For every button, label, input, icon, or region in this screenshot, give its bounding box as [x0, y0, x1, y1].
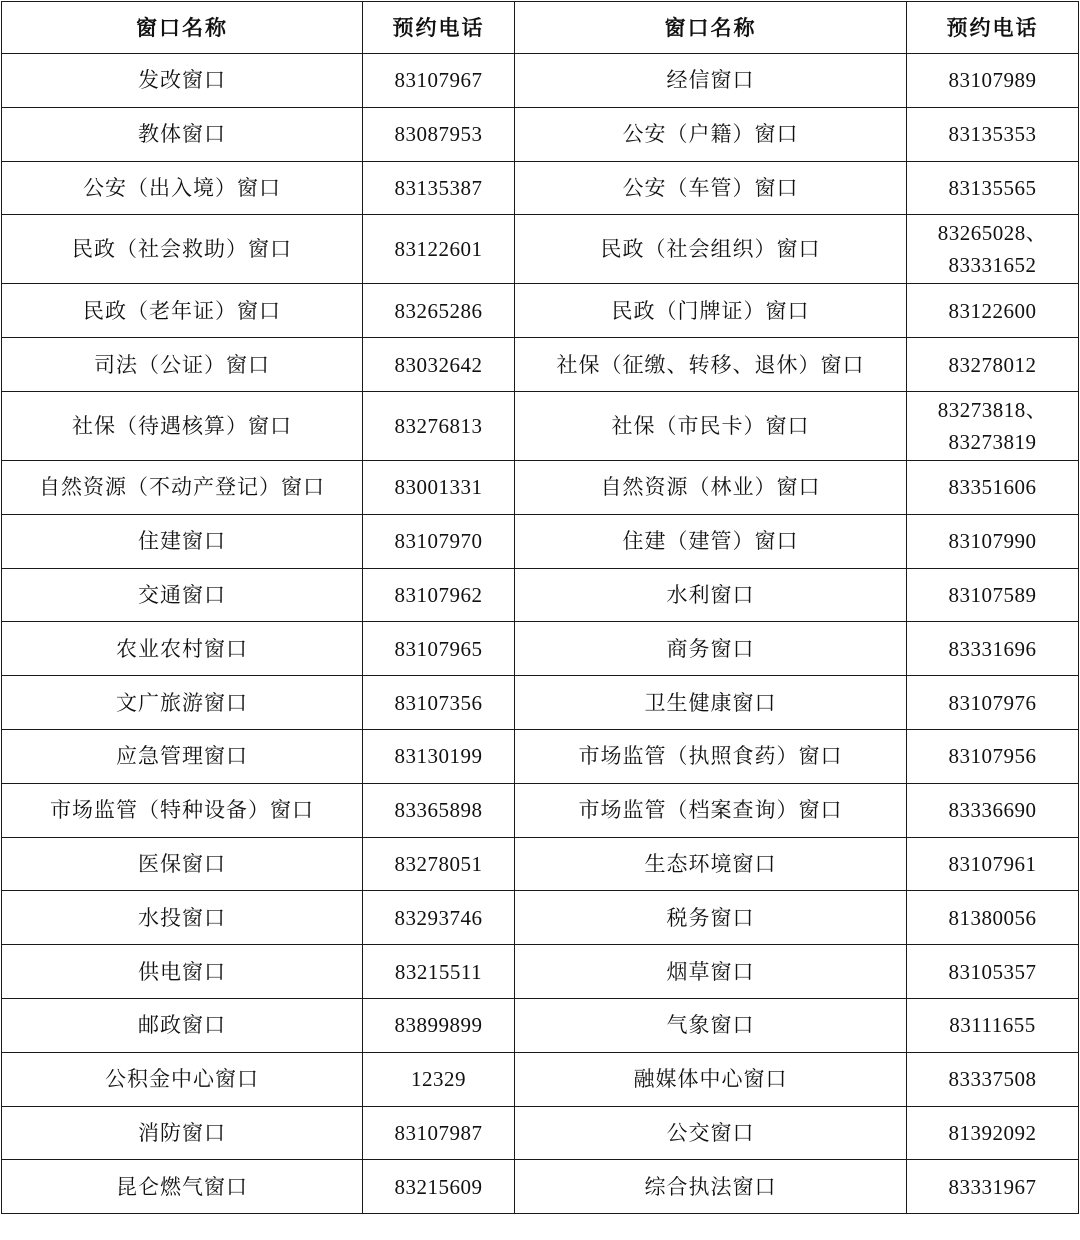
phone-cell-left: [363, 391, 515, 460]
window-name-right: 公交窗口: [515, 1106, 907, 1160]
table-row: [2, 215, 1079, 284]
phone-number: 83331696: [948, 636, 1037, 661]
phone-cell-left: [363, 161, 515, 215]
window-name-left: 邮政窗口: [2, 998, 363, 1052]
phone-number: 81392092: [948, 1120, 1037, 1145]
window-name-right: 社保（市民卡）窗口: [515, 391, 907, 460]
window-name-left: 昆仑燃气窗口: [2, 1160, 363, 1214]
window-name-left: 交通窗口: [2, 568, 363, 622]
window-name-right: 民政（门牌证）窗口: [515, 284, 907, 338]
header-window-name-right: 窗口名称: [515, 2, 907, 54]
phone-number: 83107965: [394, 636, 483, 661]
phone-number: 83278051: [394, 851, 483, 876]
phone-number: 83107589: [948, 582, 1037, 607]
window-name-left: 公安（出入境）窗口: [2, 161, 363, 215]
window-name-left: 医保窗口: [2, 837, 363, 891]
phone-cell-right: [907, 215, 1079, 284]
phone-cell-right: [907, 568, 1079, 622]
phone-number: 83215609: [394, 1174, 483, 1199]
phone-cell-right: [907, 1106, 1079, 1160]
phone-number: 83293746: [394, 905, 483, 930]
table-row: [2, 1160, 1079, 1214]
phone-number: 81380056: [948, 905, 1037, 930]
phone-cell-left: [363, 837, 515, 891]
phone-cell-left: [363, 729, 515, 783]
phone-number: 83331967: [948, 1174, 1037, 1199]
phone-cell-right: [907, 676, 1079, 730]
phone-number: 83331652: [948, 253, 1037, 278]
phone-cell-left: [363, 676, 515, 730]
phone-number: 83107970: [394, 529, 483, 554]
table-row: [2, 161, 1079, 215]
window-name-left: 司法（公证）窗口: [2, 338, 363, 392]
window-name-right: 民政（社会组织）窗口: [515, 215, 907, 284]
phone-number: 83001331: [394, 475, 483, 500]
phone-cell-right: [907, 1160, 1079, 1214]
phone-cell-left: [363, 891, 515, 945]
phone-number: 12329: [411, 1067, 466, 1092]
window-name-left: 自然资源（不动产登记）窗口: [2, 460, 363, 514]
phone-cell-right: [907, 1052, 1079, 1106]
phone-cell-right: [907, 891, 1079, 945]
phone-number: 83130199: [394, 744, 483, 769]
phone-cell-left: [363, 1160, 515, 1214]
phone-cell-right: [907, 729, 1079, 783]
header-phone-left: 预约电话: [363, 2, 515, 54]
phone-cell-right: [907, 998, 1079, 1052]
phone-number: 83111655: [949, 1013, 1036, 1038]
window-name-right: 商务窗口: [515, 622, 907, 676]
phone-cell-right: [907, 284, 1079, 338]
window-name-right: 市场监管（档案查询）窗口: [515, 783, 907, 837]
phone-cell-right: [907, 54, 1079, 108]
phone-number: 83107956: [948, 744, 1037, 769]
window-name-left: 教体窗口: [2, 107, 363, 161]
table-row: [2, 391, 1079, 460]
phone-cell-right: [907, 161, 1079, 215]
phone-cell-right: [907, 338, 1079, 392]
window-name-left: 供电窗口: [2, 945, 363, 999]
table-row: [2, 338, 1079, 392]
phone-cell-left: [363, 215, 515, 284]
phone-number: 83265028、: [937, 221, 1048, 246]
phone-number: 83107989: [948, 68, 1037, 93]
table-row: [2, 460, 1079, 514]
table-row: [2, 729, 1079, 783]
phone-cell-left: [363, 998, 515, 1052]
window-name-left: 发改窗口: [2, 54, 363, 108]
table-row: [2, 891, 1079, 945]
window-name-right: 社保（征缴、转移、退休）窗口: [515, 338, 907, 392]
table-row: [2, 783, 1079, 837]
phone-number: 83107356: [394, 690, 483, 715]
phone-number: 83107990: [948, 529, 1037, 554]
window-name-right: 经信窗口: [515, 54, 907, 108]
phone-cell-left: [363, 514, 515, 568]
window-name-left: 水投窗口: [2, 891, 363, 945]
phone-number: 83365898: [394, 798, 483, 823]
phone-number: 83107961: [948, 851, 1037, 876]
phone-number: 83337508: [948, 1067, 1037, 1092]
phone-cell-left: [363, 783, 515, 837]
window-name-right: 公安（户籍）窗口: [515, 107, 907, 161]
window-name-left: 民政（社会救助）窗口: [2, 215, 363, 284]
window-name-right: 融媒体中心窗口: [515, 1052, 907, 1106]
phone-number: 83135565: [948, 175, 1037, 200]
phone-number: 83107962: [394, 582, 483, 607]
table-row: [2, 514, 1079, 568]
window-name-left: 公积金中心窗口: [2, 1052, 363, 1106]
phone-cell-left: [363, 622, 515, 676]
phone-number: 83336690: [948, 798, 1037, 823]
phone-cell-left: [363, 1052, 515, 1106]
window-name-right: 水利窗口: [515, 568, 907, 622]
header-window-name-left: 窗口名称: [2, 2, 363, 54]
phone-cell-left: [363, 945, 515, 999]
phone-number: 83278012: [948, 352, 1037, 377]
phone-cell-left: [363, 107, 515, 161]
window-name-right: 住建（建管）窗口: [515, 514, 907, 568]
phone-number: 83107987: [394, 1120, 483, 1145]
phone-cell-right: [907, 460, 1079, 514]
table-row: [2, 998, 1079, 1052]
phone-number: 83351606: [948, 475, 1037, 500]
phone-cell-left: [363, 54, 515, 108]
phone-number: 83276813: [394, 413, 483, 438]
phone-number: 83107967: [394, 68, 483, 93]
window-name-right: 公安（车管）窗口: [515, 161, 907, 215]
window-name-left: 市场监管（特种设备）窗口: [2, 783, 363, 837]
window-name-left: 文广旅游窗口: [2, 676, 363, 730]
phone-cell-right: [907, 945, 1079, 999]
phone-number: 83273818、: [937, 397, 1048, 422]
phone-cell-right: [907, 107, 1079, 161]
phone-number: 83273819: [948, 429, 1037, 454]
table-row: [2, 284, 1079, 338]
phone-cell-right: [907, 622, 1079, 676]
phone-number: 83032642: [394, 352, 483, 377]
phone-number: 83265286: [394, 298, 483, 323]
window-name-left: 消防窗口: [2, 1106, 363, 1160]
table-row: [2, 1052, 1079, 1106]
table-row: [2, 1106, 1079, 1160]
phone-cell-right: [907, 514, 1079, 568]
window-name-right: 烟草窗口: [515, 945, 907, 999]
table-row: [2, 54, 1079, 108]
table-row: [2, 945, 1079, 999]
table-body: [2, 54, 1079, 1214]
table-row: [2, 622, 1079, 676]
phone-number: 83107976: [948, 690, 1037, 715]
phone-cell-right: [907, 391, 1079, 460]
table-header-row: [2, 2, 1079, 54]
window-name-left: 应急管理窗口: [2, 729, 363, 783]
phone-cell-left: [363, 338, 515, 392]
window-name-left: 民政（老年证）窗口: [2, 284, 363, 338]
phone-number: 83135387: [394, 175, 483, 200]
phone-number: 83122600: [948, 298, 1037, 323]
window-name-left: 农业农村窗口: [2, 622, 363, 676]
appointment-phone-table: [1, 1, 1079, 1214]
phone-number: 83135353: [948, 122, 1037, 147]
phone-number: 83122601: [394, 237, 483, 262]
table-row: [2, 837, 1079, 891]
window-name-right: 生态环境窗口: [515, 837, 907, 891]
phone-cell-left: [363, 568, 515, 622]
phone-cell-left: [363, 1106, 515, 1160]
phone-cell-left: [363, 284, 515, 338]
phone-cell-right: [907, 783, 1079, 837]
phone-cell-left: [363, 460, 515, 514]
window-name-left: 社保（待遇核算）窗口: [2, 391, 363, 460]
window-name-right: 自然资源（林业）窗口: [515, 460, 907, 514]
table-row: [2, 676, 1079, 730]
window-name-right: 卫生健康窗口: [515, 676, 907, 730]
phone-number: 83899899: [394, 1013, 483, 1038]
window-name-right: 综合执法窗口: [515, 1160, 907, 1214]
window-name-right: 气象窗口: [515, 998, 907, 1052]
table-row: [2, 568, 1079, 622]
header-phone-right: 预约电话: [907, 2, 1079, 54]
phone-number: 83215511: [394, 959, 483, 984]
window-name-right: 市场监管（执照食药）窗口: [515, 729, 907, 783]
phone-number: 83087953: [394, 122, 483, 147]
window-name-left: 住建窗口: [2, 514, 363, 568]
phone-cell-right: [907, 837, 1079, 891]
phone-number: 83105357: [948, 959, 1037, 984]
table-row: [2, 107, 1079, 161]
window-name-right: 税务窗口: [515, 891, 907, 945]
